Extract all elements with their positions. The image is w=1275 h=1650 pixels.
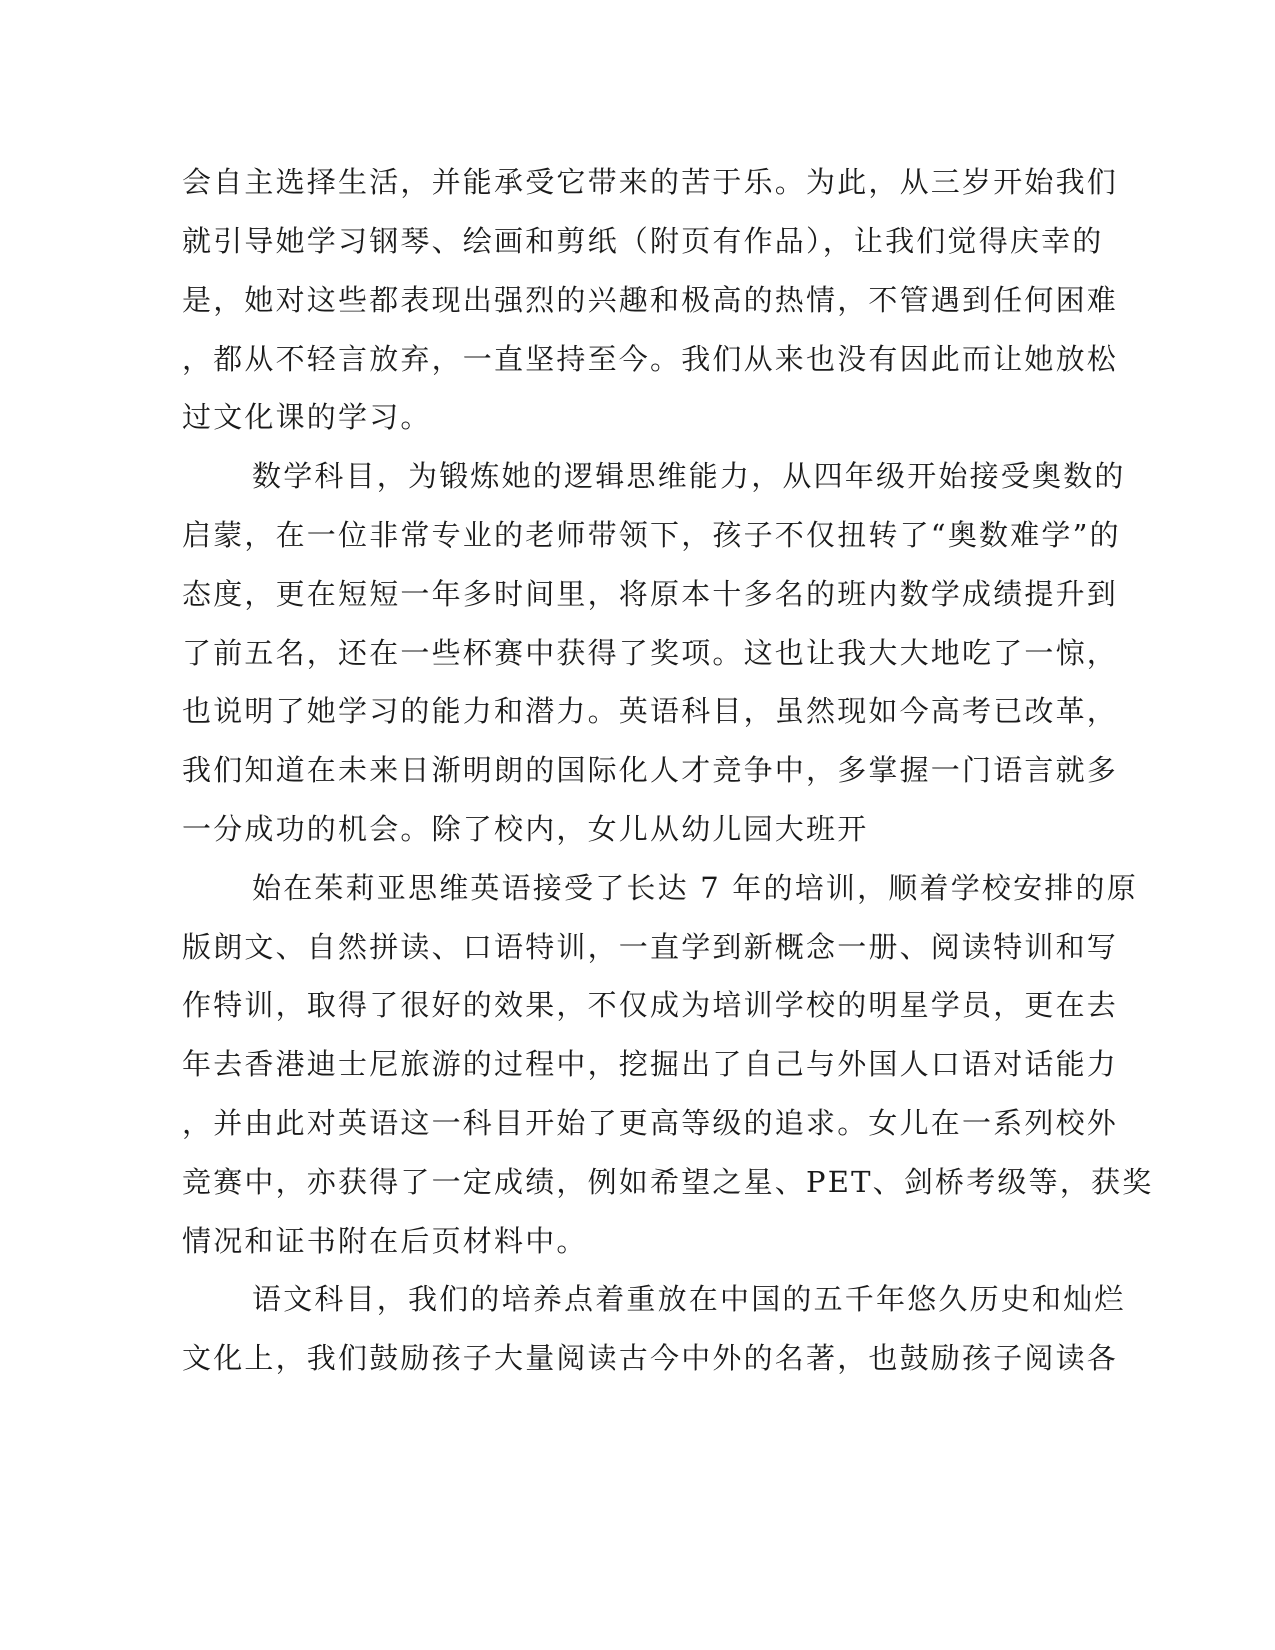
text-line: 也说明了她学习的能力和潜力。英语科目，虽然现如今高考已改革， bbox=[182, 694, 1119, 728]
text-line: 就引导她学习钢琴、绘画和剪纸（附页有作品），让我们觉得庆幸的 bbox=[182, 224, 1104, 258]
text-line: ，并由此对英语这一科目开始了更高等级的追求。女儿在一系列校外 bbox=[182, 1106, 1119, 1140]
text-line: 会自主选择生活，并能承受它带来的苦于乐。为此，从三岁开始我们 bbox=[182, 165, 1119, 199]
text-line: 数学科目，为锻炼她的逻辑思维能力，从四年级开始接受奥数的 bbox=[252, 459, 1126, 493]
text-line: 了前五名，还在一些杯赛中获得了奖项。这也让我大大地吃了一惊， bbox=[182, 636, 1119, 670]
text-line: 版朗文、自然拼读、口语特训，一直学到新概念一册、阅读特训和写 bbox=[182, 930, 1119, 964]
text-line: 过文化课的学习。 bbox=[182, 400, 432, 434]
text-line: 始在茱莉亚思维英语接受了长达 7 年的培训，顺着学校安排的原 bbox=[252, 871, 1138, 905]
text-line: 作特训，取得了很好的效果，不仅成为培训学校的明星学员，更在去 bbox=[182, 988, 1119, 1022]
text-line: 年去香港迪士尼旅游的过程中，挖掘出了自己与外国人口语对话能力 bbox=[182, 1047, 1119, 1081]
text-line: 态度，更在短短一年多时间里，将原本十多名的班内数学成绩提升到 bbox=[182, 577, 1119, 611]
text-line: 启蒙，在一位非常专业的老师带领下，孩子不仅扭转了“奥数难学”的 bbox=[182, 518, 1121, 552]
text-line: 情况和证书附在后页材料中。 bbox=[182, 1224, 588, 1258]
text-line: 我们知道在未来日渐明朗的国际化人才竞争中，多掌握一门语言就多 bbox=[182, 753, 1119, 787]
text-line: 文化上，我们鼓励孩子大量阅读古今中外的名著，也鼓励孩子阅读各 bbox=[182, 1341, 1119, 1375]
text-line: 一分成功的机会。除了校内，女儿从幼儿园大班开 bbox=[182, 812, 869, 846]
text-line: ，都从不轻言放弃，一直坚持至今。我们从来也没有因此而让她放松 bbox=[182, 342, 1119, 376]
text-line: 是，她对这些都表现出强烈的兴趣和极高的热情，不管遇到任何困难 bbox=[182, 283, 1119, 317]
text-line: 语文科目，我们的培养点着重放在中国的五千年悠久历史和灿烂 bbox=[252, 1282, 1126, 1316]
text-line: 竞赛中，亦获得了一定成绩，例如希望之星、PET、剑桥考级等，获奖 bbox=[182, 1165, 1154, 1199]
